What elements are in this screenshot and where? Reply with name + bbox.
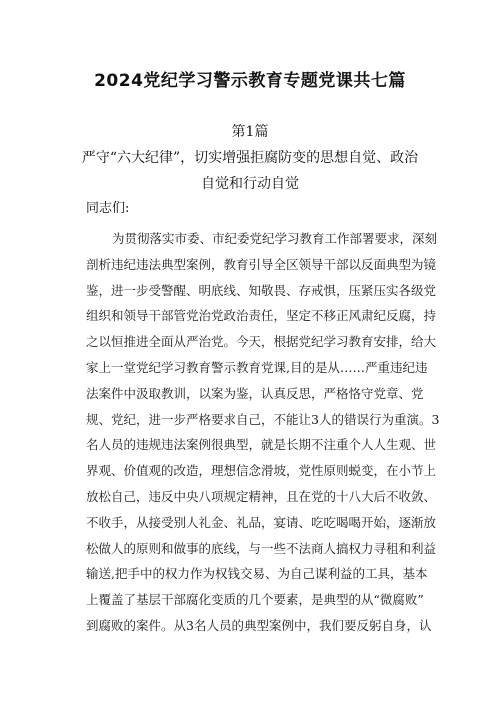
paragraph-line: 到腐败的案件。从3名人员的典型案例中，我们要反躬自身，认 [86, 617, 432, 633]
paragraph-line: 名人员的违规违法案例很典型，就是长期不注重个人人生观、世 [86, 437, 437, 453]
chapter-heading: 第1篇 [231, 124, 269, 140]
paragraph-line: 上覆盖了基层干部腐化变质的几个要素，是典型的从“微腐败” [86, 592, 424, 608]
paragraph-line: 松做人的原则和做事的底线，与一些不法商人搞权力寻租和利益 [86, 540, 437, 556]
paragraph-line: 剖析违纪违法典型案例，教育引导全区领导干部以反面典型为镜 [86, 256, 437, 272]
subtitle-line: 自觉和行动自觉 [201, 176, 299, 192]
body-paragraph [86, 226, 440, 639]
paragraph-line: 不收手，从接受别人礼金、礼品，宴请、吃吃喝喝开始，逐渐放 [86, 514, 437, 530]
subtitle-line: 严守“六大纪律”，切实增强拒腐防变的思想自觉、政治 [81, 150, 419, 166]
greeting: 同志们: [86, 201, 130, 216]
paragraph-line: 之以恒推进全面从严治党。今天，根据党纪学习教育安排，给大 [86, 334, 437, 350]
paragraph-line: 为贯彻落实市委、市纪委党纪学习教育工作部署要求，深刻 [112, 231, 438, 246]
paragraph-line: 鉴，进一步受警醒、明底线、知敬畏、存戒惧，压紧压实各级党 [86, 282, 437, 298]
paragraph-line: 家上一堂党纪学习教育警示教育党课,目的是从……严重违纪违 [86, 359, 428, 375]
paragraph-line: 输送,把手中的权力作为权钱交易、为自己谋利益的工具，基本 [86, 566, 428, 582]
article-subtitle [60, 145, 440, 197]
paragraph-line: 组织和领导干部管党治党政治责任，坚定不移正风肃纪反腐，持 [86, 308, 437, 324]
paragraph-line: 界观、价值观的改造，理想信念滑坡，党性原则蜕变，在小节上 [86, 463, 437, 479]
paragraph-line: 法案件中汲取教训，以案为鉴，认真反思，严格恪守党章、党 [86, 385, 424, 401]
paragraph-line: 放松自己，违反中央八项规定精神，且在党的十八大后不收敛、 [86, 488, 437, 504]
paragraph-line: 规、党纪，进一步严格要求自己，不能让3人的错误行为重演。3 [86, 411, 440, 427]
document-title: 2024党纪学习警示教育专题党课共七篇 [94, 71, 406, 91]
